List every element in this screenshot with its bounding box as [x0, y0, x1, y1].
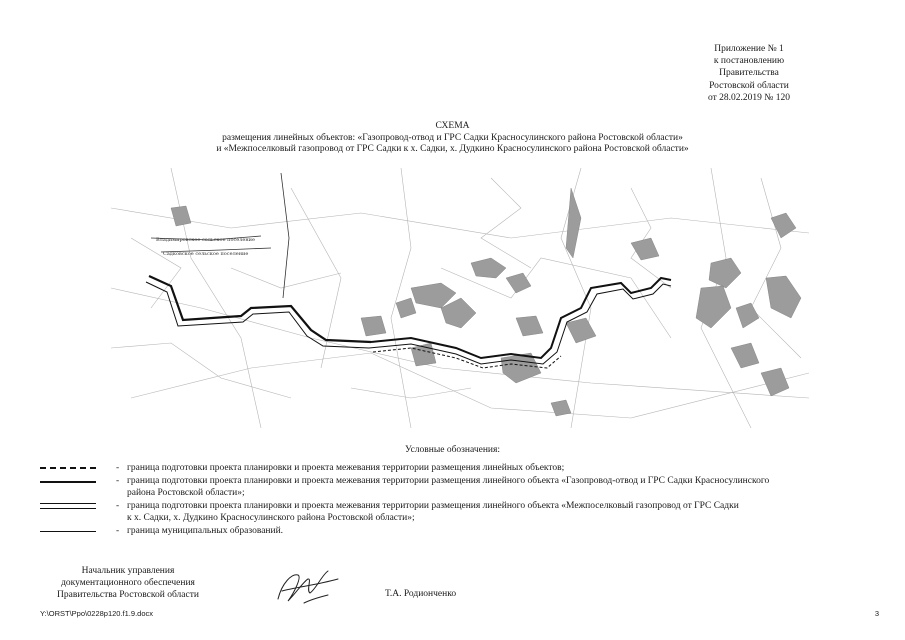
- legend-separator: -: [116, 476, 120, 486]
- position-line: Начальник управления: [81, 566, 175, 576]
- map-label-top: Владимировское сельское поселение: [156, 237, 255, 243]
- appendix-line: Приложение № 1: [714, 44, 784, 54]
- solid-line-symbol: [40, 481, 96, 483]
- legend-text: граница подготовки проекта планировки и проекта межевания территории размещения линейных объектов;: [127, 463, 565, 473]
- appendix-line: к постановлению: [713, 56, 785, 67]
- legend-separator: -: [116, 501, 120, 511]
- legend-item: [40, 475, 870, 499]
- appendix-block: [669, 43, 829, 104]
- legend-separator: -: [116, 526, 120, 536]
- legend-text: граница подготовки проекта планировки и проекта межевания территории размещения линейного объекта «Газопровод-отвод и ГРС Садки Красносулинского: [127, 476, 770, 486]
- legend: [40, 462, 870, 538]
- scheme-subtitle-2: и «Межпоселковый газопровод от ГРС Садки к х. Садки, х. Дудкино Красносулинского района Ростовской области»: [216, 144, 689, 155]
- page-number: 3: [874, 609, 879, 618]
- legend-separator: -: [116, 463, 120, 473]
- legend-text-continuation: района Ростовской области»;: [127, 488, 245, 498]
- legend-heading: Условные обозначения:: [404, 445, 500, 455]
- file-path: Y:\ORST\Ppo\0228p120.f1.9.docx: [40, 609, 153, 618]
- dashed-line-symbol: [40, 467, 96, 469]
- legend-item: [40, 525, 870, 537]
- position-line: документационного обеспечения: [61, 578, 195, 588]
- scheme-subtitle-1: размещения линейных объектов: «Газопровод-отвод и ГРС Садки Красносулинского района Ростовской области»: [222, 132, 683, 143]
- thin-line-symbol: [40, 531, 96, 532]
- signatory-position: [43, 565, 213, 601]
- handwritten-signature: [268, 563, 348, 611]
- legend-text: граница муниципальных образований.: [127, 526, 284, 536]
- title-block: [0, 121, 905, 156]
- scheme-map: [111, 168, 809, 428]
- legend-text: граница подготовки проекта планировки и проекта межевания территории размещения линейного объекта «Межпоселковый газопровод от ГРС Садки: [127, 501, 739, 511]
- double-line-symbol: [40, 503, 96, 509]
- scheme-heading: СХЕМА: [435, 121, 470, 131]
- legend-text-continuation: к х. Садки, х. Дудкино Красносулинского района Ростовской области»;: [127, 513, 415, 523]
- appendix-line: Ростовской области: [709, 80, 789, 91]
- map-label-bottom: Садковское сельское поселение: [163, 251, 249, 257]
- signer-name: Т.А. Родионченко: [385, 589, 457, 599]
- appendix-line: от 28.02.2019 № 120: [708, 92, 790, 103]
- appendix-line: Правительства: [719, 68, 779, 79]
- position-line: Правительства Ростовской области: [57, 590, 199, 600]
- legend-item: [40, 500, 870, 524]
- legend-item: [40, 462, 870, 474]
